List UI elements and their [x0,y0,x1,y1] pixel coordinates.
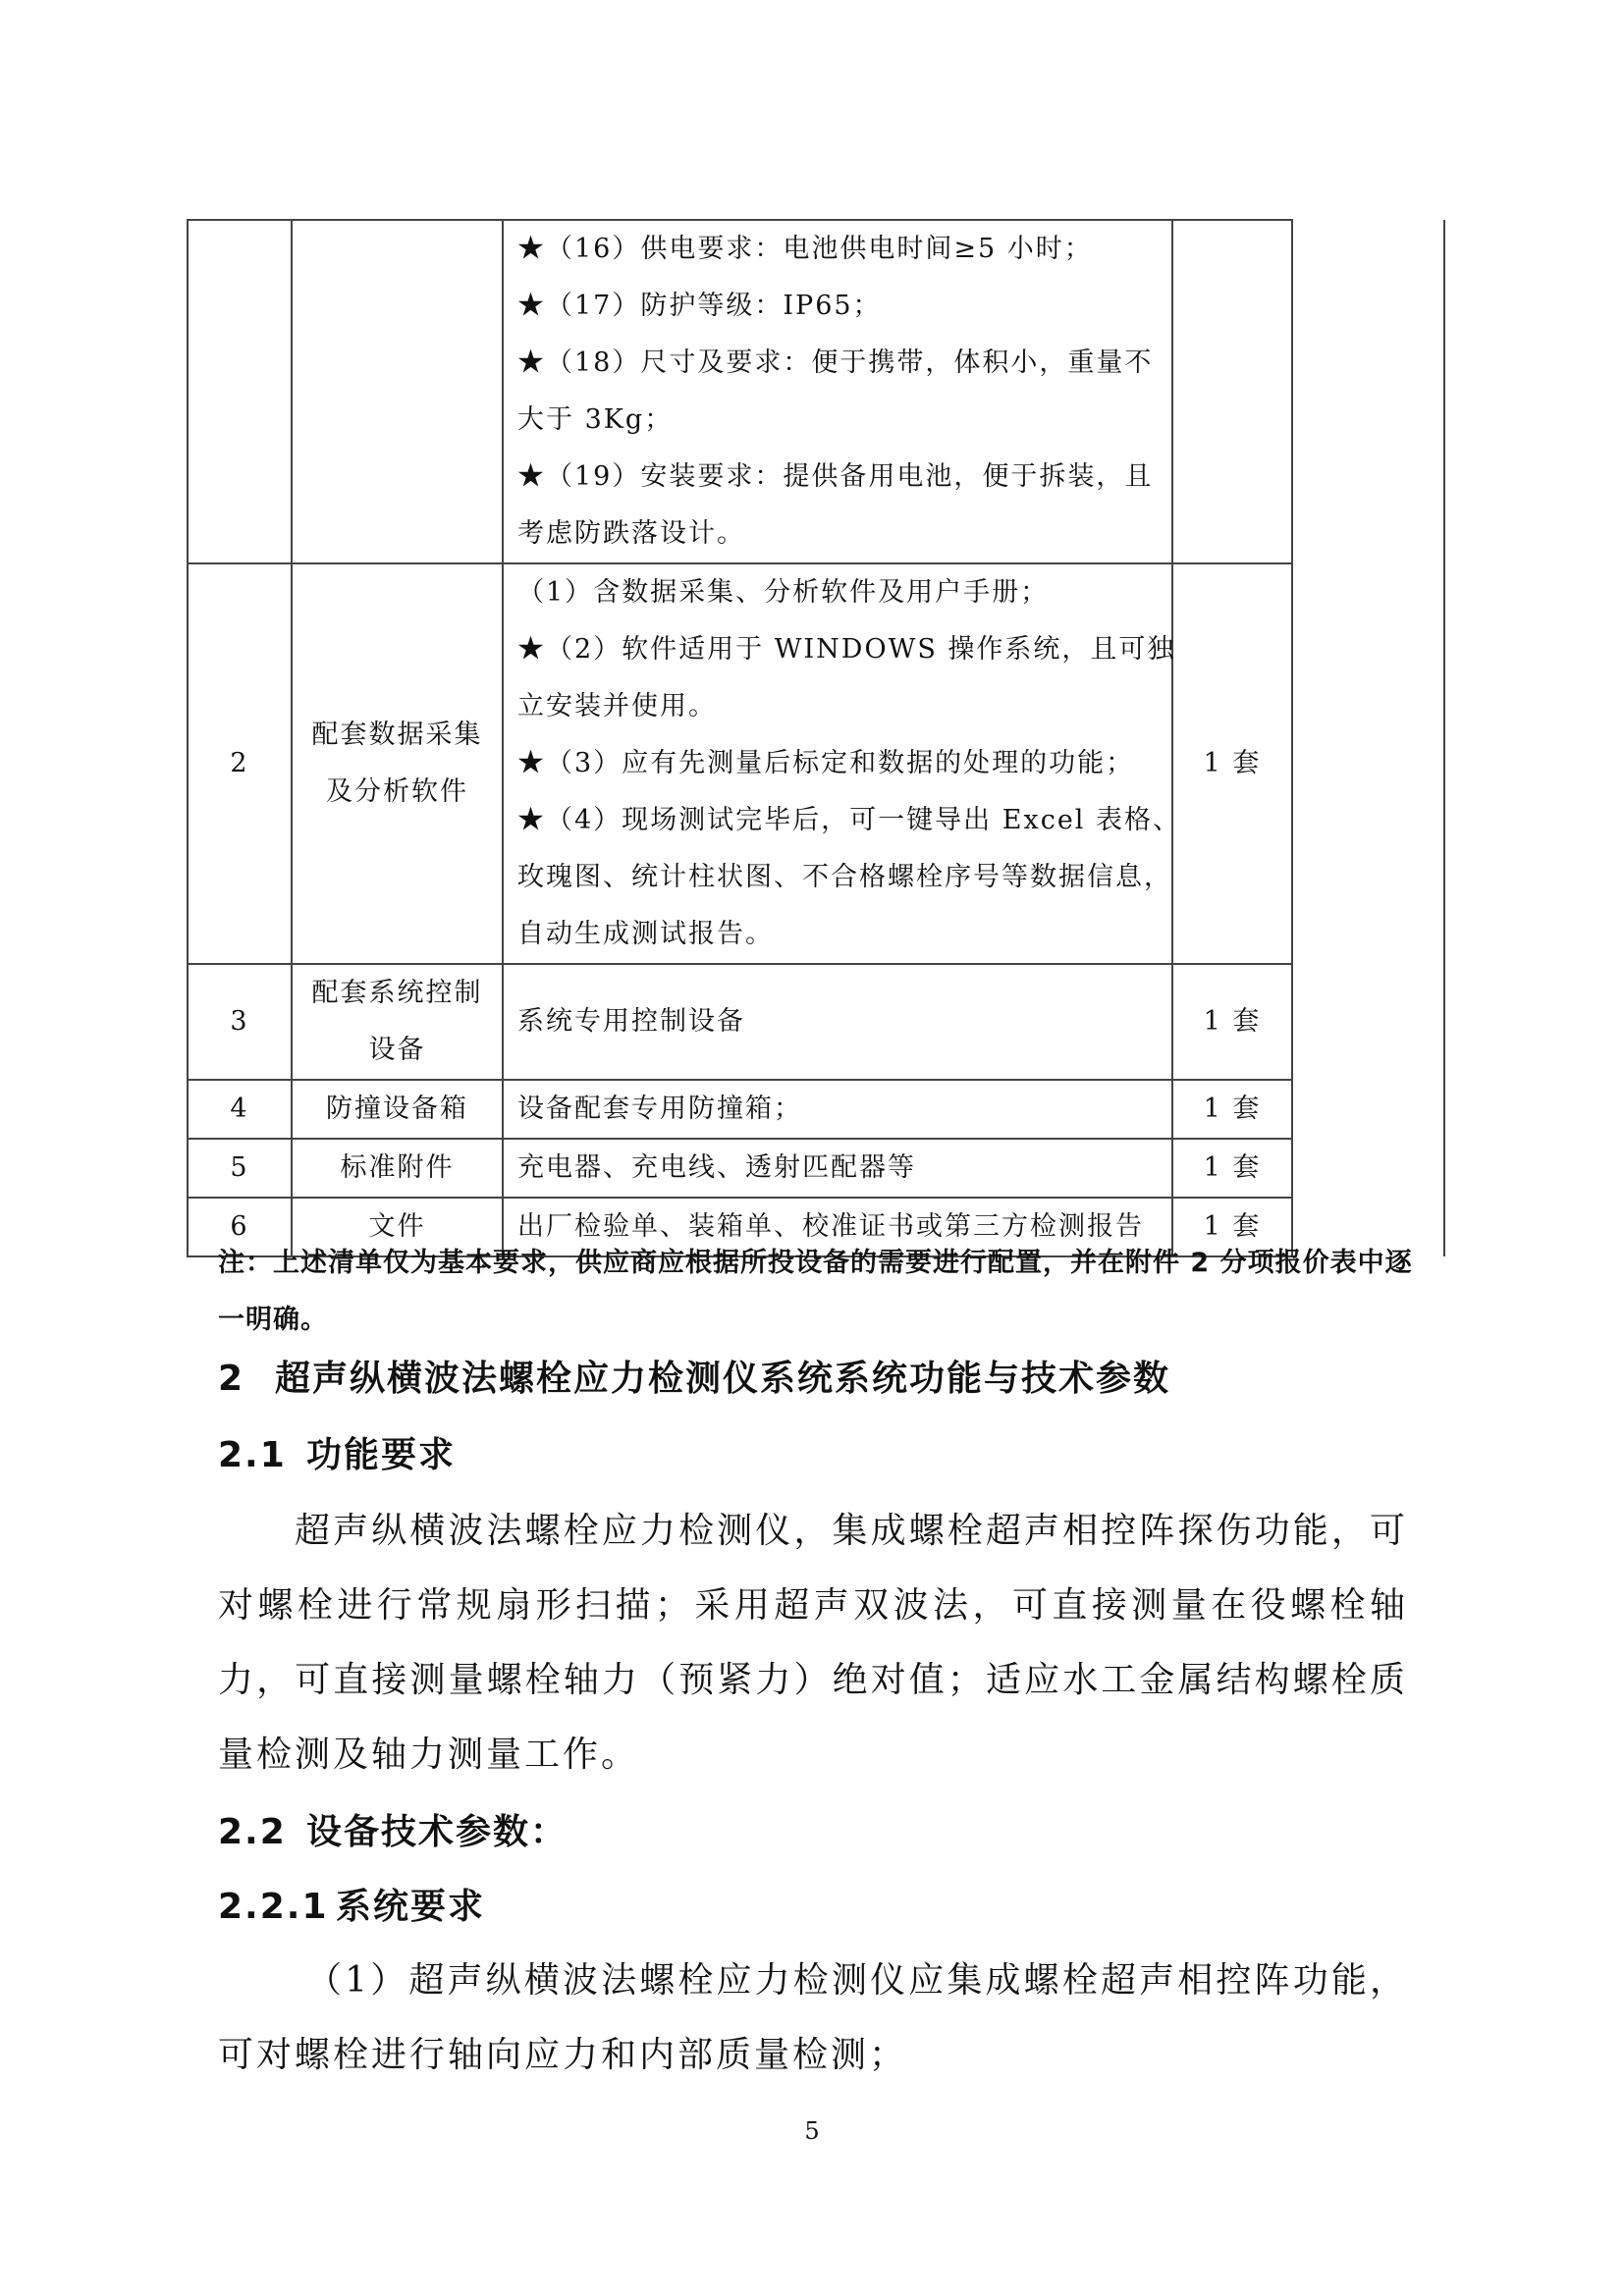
cell-requirements [503,220,1172,563]
section-number: 2.2.1 [218,1887,329,1927]
cell-number [188,220,292,563]
section-title: 系统要求 [336,1887,486,1927]
requirement-line: ★（18）尺寸及要求：便于携带，体积小，重量不 [517,347,1154,378]
cell-item-name [292,964,503,1080]
requirement-line: 立安装并使用。 [517,691,717,721]
section-number: 2.1 [218,1435,287,1475]
cell-requirements [503,563,1182,964]
section-2-heading [218,1355,1170,1404]
cell-item-name [292,220,503,563]
cell-quantity: 1 套 [1172,1080,1292,1139]
cell-remarks [1292,220,1444,1256]
section-title: 功能要求 [306,1435,457,1475]
requirement-line: ★（3）应有先测量后标定和数据的处理的功能； [517,748,1135,778]
requirement-line: 玫瑰图、统计柱状图、不合格螺栓序号等数据信息， [517,862,1172,892]
cell-quantity: 1 套 [1172,1198,1292,1256]
cell-requirements [503,1080,1172,1139]
cell-requirements [503,1139,1172,1198]
cell-quantity: 1 套 [1172,1139,1292,1198]
item-name-line: 配套数据采集 [311,720,483,750]
requirement-line: ★（2）软件适用于 WINDOWS 操作系统，且可独 [517,634,1176,665]
section-title: 设备技术参数： [306,1812,568,1852]
cell-quantity: 1 套 [1172,563,1292,964]
requirement-line: ★（16）供电要求：电池供电时间≥5 小时； [517,234,1093,264]
requirement-line: 考虑防跌落设计。 [517,518,745,549]
requirement-line: 大于 3Kg； [517,404,674,435]
cell-requirements [503,964,1172,1080]
table-row [188,563,1444,964]
cell-number: 2 [188,563,292,964]
requirement-line: 充电器、充电线、透射匹配器等 [517,1152,916,1183]
requirement-line: ★（4）现场测试完毕后，可一键导出 Excel 表格、 [517,805,1182,835]
cell-number: 3 [188,964,292,1080]
section-2-2-1-paragraph: （1）超声纵横波法螺栓应力检测仪应集成螺栓超声相控阵功能，可对螺栓进行轴向应力和内部质量检测； [218,1960,1408,2075]
cell-item-name [292,1080,503,1139]
cell-quantity: 1 套 [1172,964,1292,1080]
section-2-1-paragraph: 超声纵横波法螺栓应力检测仪，集成螺栓超声相控阵探伤功能，可对螺栓进行常规扇形扫描；采用超声双波法，可直接测量在役螺栓轴力，可直接测量螺栓轴力（预紧力）绝对值；适应水工金属结构螺栓质量检测及轴力测量工作。 [218,1511,1408,1775]
requirement-line: ★（17）防护等级：IP65； [517,291,882,321]
table-note: 注：上述清单仅为基本要求，供应商应根据所投设备的需要进行配置，并在附件 2 分项报价表中逐一明确。 [218,1248,1413,1335]
table-row [188,1139,1444,1198]
requirement-line: 自动生成测试报告。 [517,919,774,949]
cell-number: 4 [188,1080,292,1139]
page-number: 5 [804,2117,820,2145]
section-2-2-1-heading [218,1883,485,1932]
cell-number: 5 [188,1139,292,1198]
requirement-line: 设备配套专用防撞箱； [517,1094,802,1124]
cell-item-name [292,563,503,964]
cell-quantity [1172,220,1292,563]
item-name-line: 及分析软件 [326,776,468,807]
item-name-line: 文件 [368,1211,426,1242]
requirement-line: （1）含数据采集、分析软件及用户手册； [517,577,1050,608]
section-2-1-heading [218,1431,456,1480]
table-row [188,220,1444,563]
requirement-line: 系统专用控制设备 [517,1006,745,1037]
section-title: 超声纵横波法螺栓应力检测仪系统系统功能与技术参数 [275,1359,1171,1399]
spec-table [187,219,1445,1257]
table-row [188,964,1444,1080]
section-number: 2 [218,1359,245,1399]
table-body [188,220,1444,1256]
item-name-line: 防撞设备箱 [326,1094,468,1124]
table-row [188,1080,1444,1139]
cell-item-name [292,1139,503,1198]
cell-number: 6 [188,1198,292,1256]
item-name-line: 标准附件 [340,1152,455,1183]
item-name-line: 设备 [368,1035,426,1065]
section-number: 2.2 [218,1812,287,1852]
section-2-2-heading [218,1808,568,1857]
requirement-line: 出厂检验单、装箱单、校准证书或第三方检测报告 [517,1211,1144,1242]
requirement-line: ★（19）安装要求：提供备用电池，便于拆装，且 [517,461,1154,492]
item-name-line: 配套系统控制 [311,978,483,1008]
